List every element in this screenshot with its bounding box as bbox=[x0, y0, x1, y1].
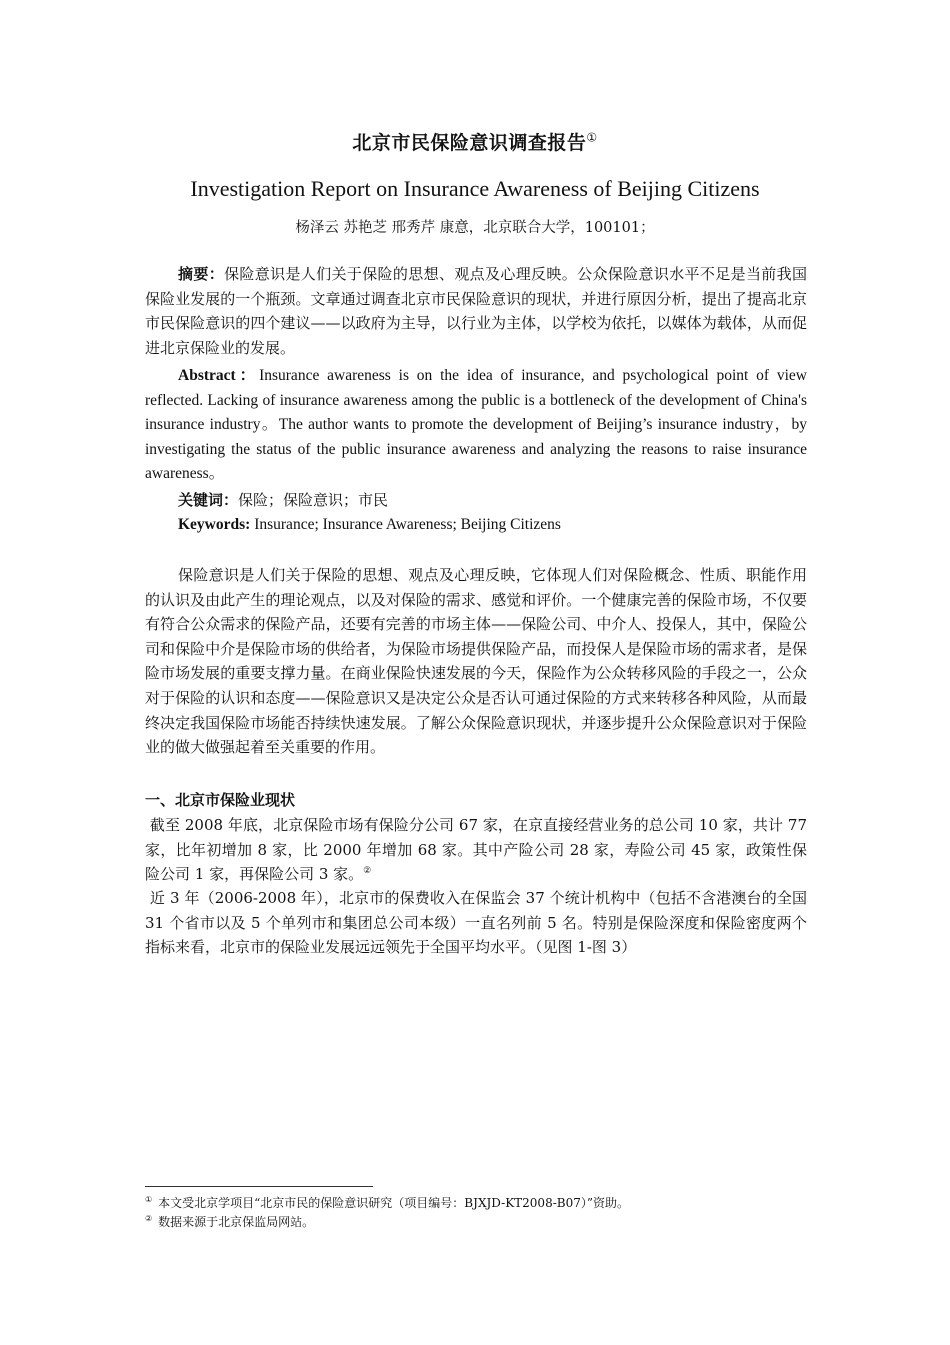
paragraph-footnote-marker: ② bbox=[363, 866, 372, 877]
title-footnote-marker: ① bbox=[586, 130, 598, 145]
title-chinese bbox=[0, 128, 950, 155]
abstract-chinese-label: 摘要： bbox=[178, 265, 225, 283]
keywords-chinese-text: 保险；保险意识；市民 bbox=[238, 491, 389, 509]
section-paragraph-1-text: 截至 2008 年底，北京保险市场有保险分公司 67 家，在京直接经营业务的总公司 10 家，共计 77 家，比年初增加 8 家，比 2000 年增加 68 家。其中产险公司 28 家，寿险公司 45 家，政策性保险公司 1 家，再保险公司 3 家。 bbox=[145, 816, 807, 884]
abstract-english bbox=[145, 364, 807, 487]
footnote-divider bbox=[145, 1186, 373, 1187]
keywords-chinese bbox=[145, 488, 807, 513]
author-line: 杨泽云 苏艳芝 邢秀芹 康意，北京联合大学，100101； bbox=[295, 220, 655, 236]
keywords-chinese-label: 关键词： bbox=[178, 491, 239, 509]
section-paragraph-2-text: 近 3 年（2006-2008 年），北京市的保费收入在保监会 37 个统计机构中（包括不含港澳台的全国 31 个省市以及 5 个单列市和集团总公司本级）一直名列前 5 名。特别是保险深度和保险密度两个指标来看，北京市的保险业发展远远领先于全国平均水平。（见图 1-图 3） bbox=[145, 889, 807, 957]
footnote-2-mark: ② bbox=[145, 1214, 153, 1223]
intro-paragraph: 保险意识是人们关于保险的思想、观点及心理反映，它体现人们对保险概念、性质、职能作用的认识及由此产生的理论观点，以及对保险的需求、感觉和评价。一个健康完善的保险市场，不仅要有符合公众需求的保险产品，还要有完善的市场主体——保险公司、中介人、投保人，其中，保险公司和保险中介是保险市场的供给者，为保险市场提供保险产品，而投保人是保险市场的需求者，是保险市场发展的重要支撑力量。在商业保险快速发展的今天，保险作为公众转移风险的手段之一，公众对于保险的认识和态度——保险意识又是决定公众是否认可通过保险的方式来转移各种风险，从而最终决定我国保险市场能否持续快速发展。了解公众保险意识现状，并逐步提升公众保险意识对于保险业的做大做强起着至关重要的作用。 bbox=[145, 566, 807, 757]
title-chinese-text: 北京市民保险意识调查报告 bbox=[352, 132, 587, 154]
abstract-chinese-text: 保险意识是人们关于保险的思想、观点及心理反映。公众保险意识水平不足是当前我国保险业发展的一个瓶颈。文章通过调查北京市民保险意识的现状，并进行原因分析，提出了提高北京市民保险意识的四个建议——以政府为主导，以行业为主体，以学校为依托，以媒体为载体，从而促进北京保险业的发展。 bbox=[145, 265, 807, 357]
section-paragraph-1 bbox=[145, 813, 807, 887]
section-paragraph-2 bbox=[145, 886, 807, 960]
footnote-2 bbox=[145, 1210, 807, 1231]
keywords-english-text: Insurance; Insurance Awareness; Beijing Citizens bbox=[250, 516, 561, 533]
keywords-english bbox=[145, 513, 807, 538]
section-heading: 一、北京市保险业现状 bbox=[145, 791, 296, 809]
abstract-english-text: Insurance awareness is on the idea of insurance, and psychological point of view reflected. Lacking of insurance awareness among the public is a bottleneck of the development of China's insurance industry。The author wants to promote the development of Beijing’s insurance industry，by investigating the status of the public insurance awareness and analyzing the reasons to raise insurance awareness。 bbox=[145, 367, 807, 483]
footnote-1 bbox=[145, 1191, 807, 1212]
footnote-1-text: 本文受北京学项目“北京市民的保险意识研究（项目编号：BJXJD-KT2008-B07）”资助。 bbox=[158, 1196, 629, 1210]
abstract-chinese bbox=[145, 262, 807, 360]
abstract-english-label: Abstract： bbox=[178, 367, 260, 384]
keywords-english-label: Keywords: bbox=[178, 516, 251, 533]
footnote-2-text: 数据来源于北京保监局网站。 bbox=[158, 1215, 315, 1229]
title-english: Investigation Report on Insurance Awareness of Beijing Citizens bbox=[190, 176, 760, 201]
footnote-1-mark: ① bbox=[145, 1195, 153, 1204]
